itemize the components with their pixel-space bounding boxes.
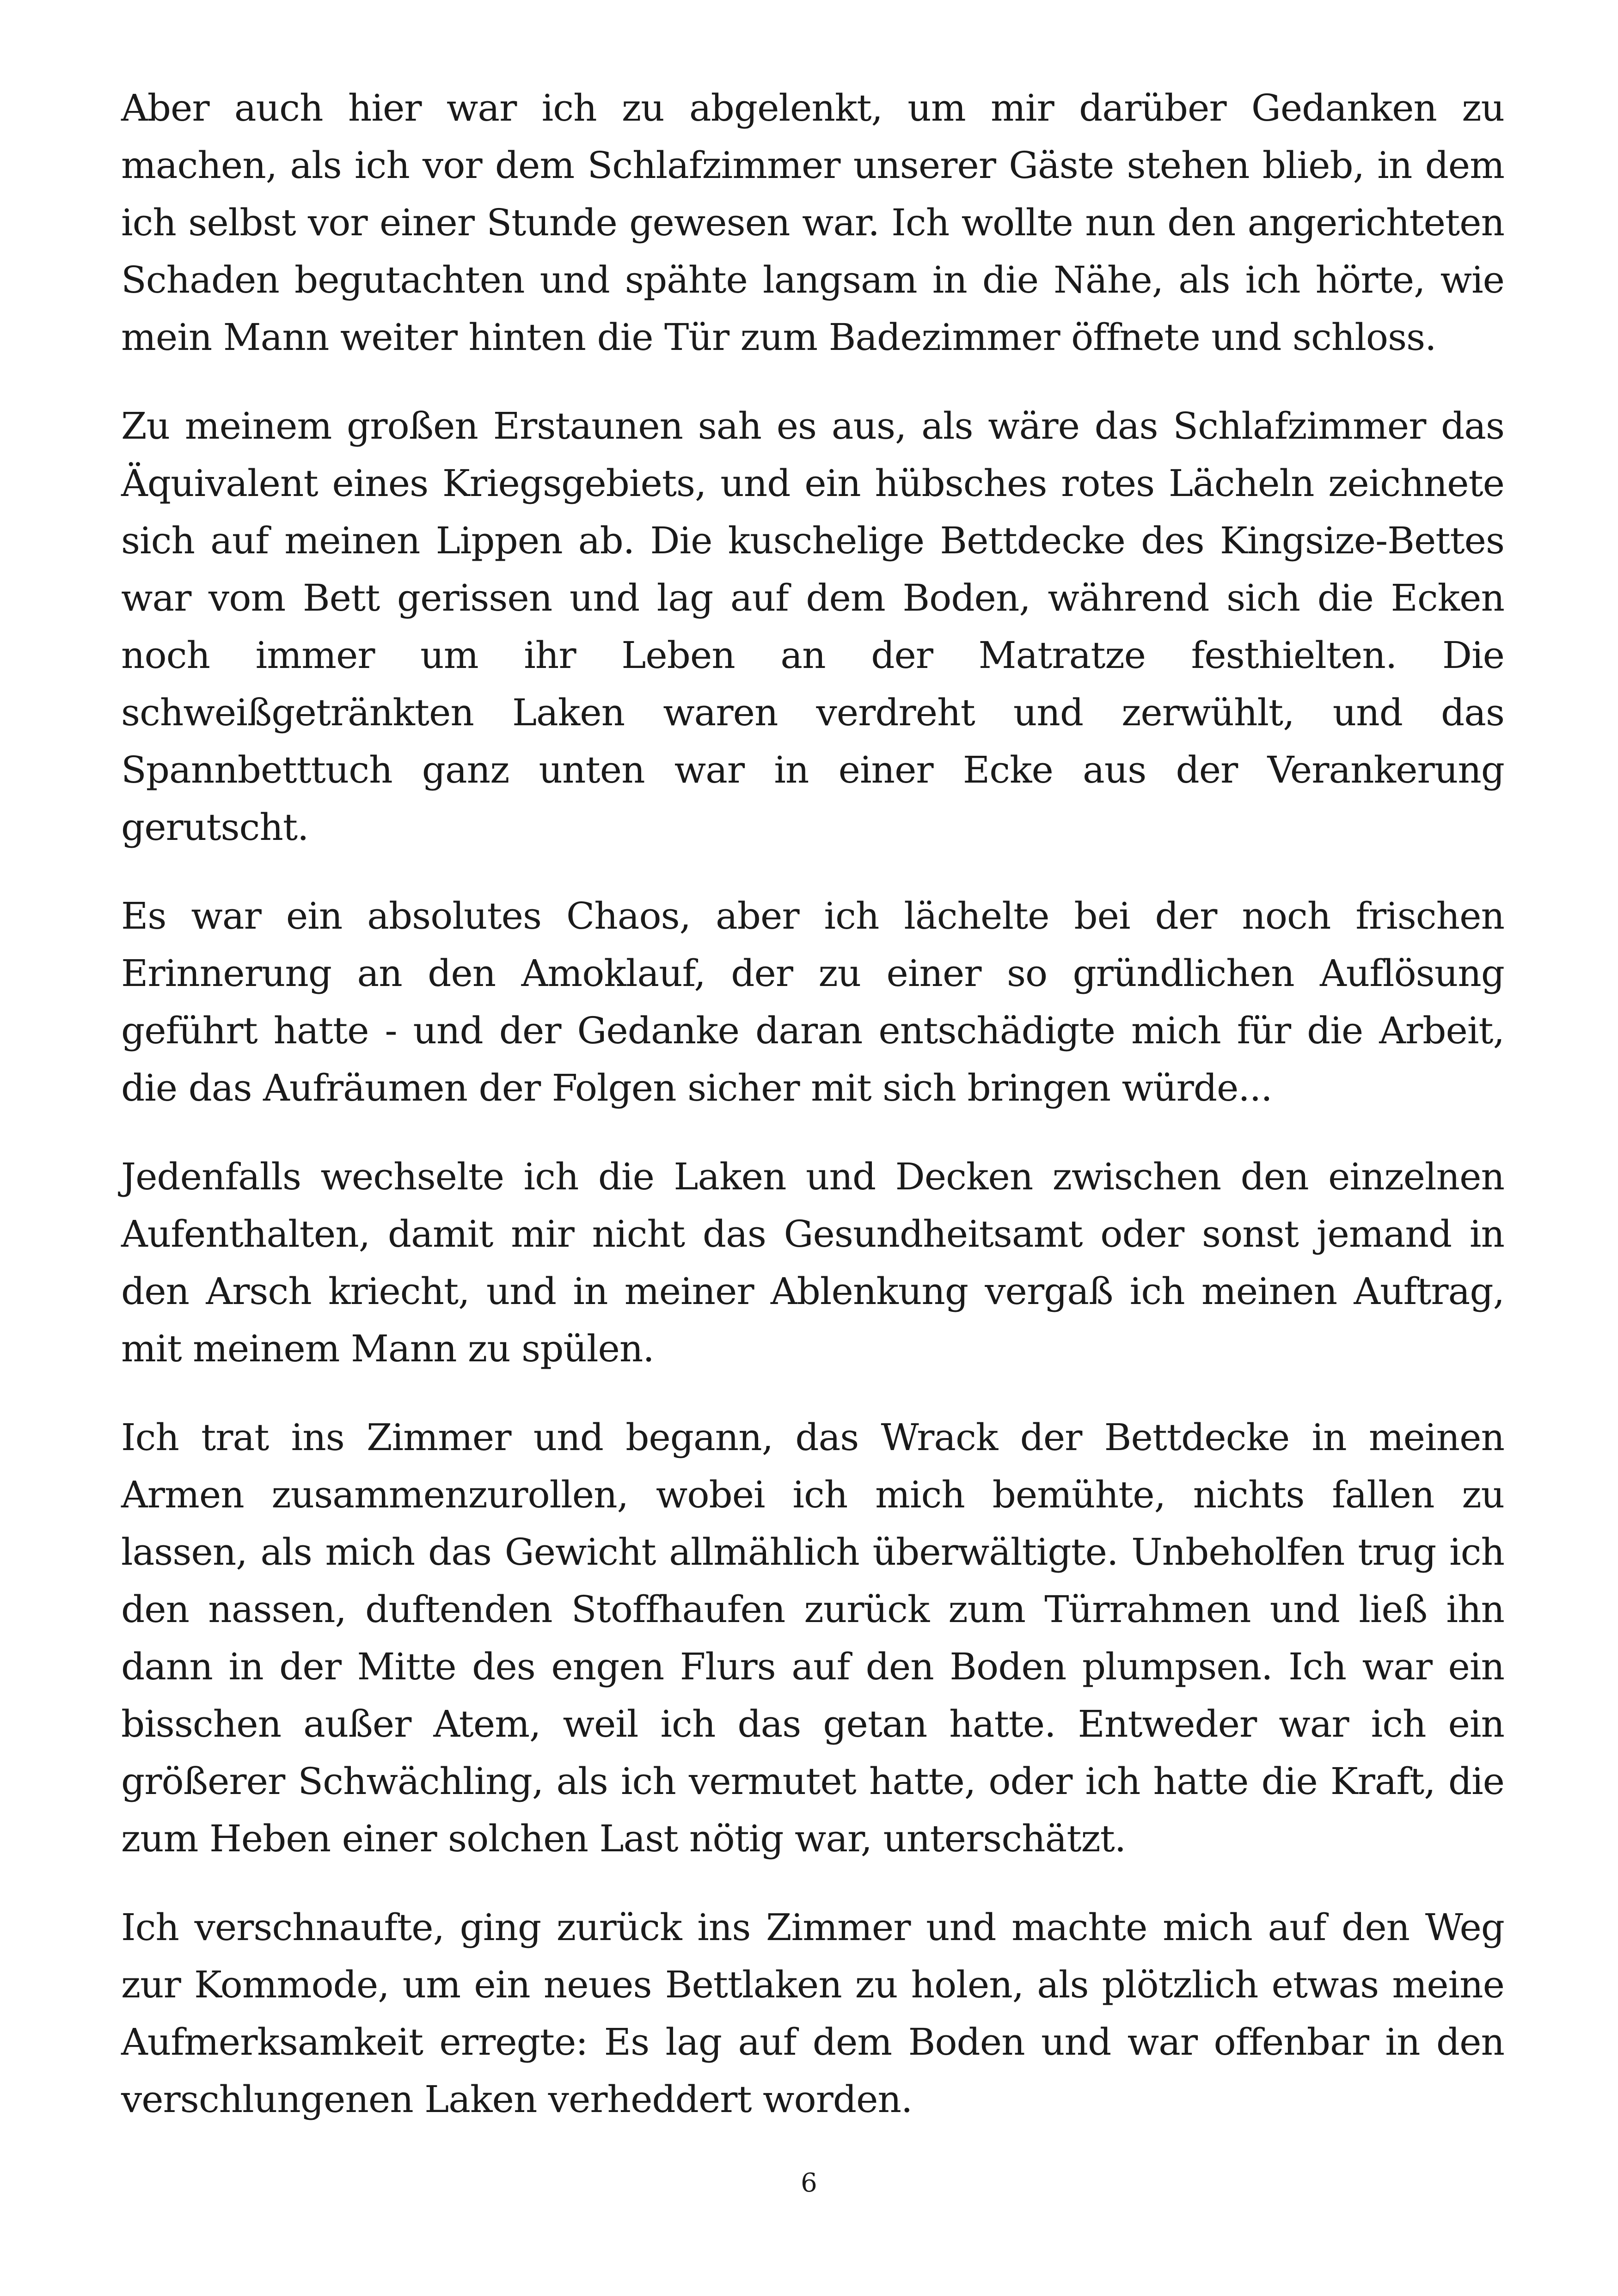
page-number: 6 xyxy=(801,2168,817,2198)
paragraph: Ich verschnaufte, ging zurück ins Zimmer und machte mich auf den Weg zur Kommode, um ein neues Bettlaken zu holen, als plötzlich etwas meine Aufmerksamkeit erregte: Es lag auf dem Boden und war offenbar in den verschlungenen Laken verheddert worden. xyxy=(121,1906,1504,2121)
paragraph: Jedenfalls wechselte ich die Laken und Decken zwischen den einzelnen Aufenthalten, damit mir nicht das Gesundheitsamt oder sonst jemand in den Arsch kriecht, und in meiner Ablenkung vergaß ich meinen Auftrag, mit meinem Mann zu spülen. xyxy=(121,1155,1504,1370)
body-text xyxy=(121,80,1504,2128)
paragraph: Zu meinem großen Erstaunen sah es aus, als wäre das Schlafzimmer das Äquivalent eines Kriegsgebiets, und ein hübsches rotes Lächeln zeichnete sich auf meinen Lippen ab. Die kuschelige Bettdecke des Kingsize-Bettes war vom Bett gerissen und lag auf dem Boden, während sich die Ecken noch immer um ihr Leben an der Matratze festhielten. Die schweißgetränkten Laken waren verdreht und zerwühlt, und das Spannbetttuch ganz unten war in einer Ecke aus der Verankerung gerutscht. xyxy=(121,404,1504,849)
paragraph: Es war ein absolutes Chaos, aber ich lächelte bei der noch frischen Erinnerung an den Amoklauf, der zu einer so gründlichen Auflösung geführt hatte - und der Gedanke daran entschädigte mich für die Arbeit, die das Aufräumen der Folgen sicher mit sich bringen würde... xyxy=(121,894,1504,1109)
paragraph: Aber auch hier war ich zu abgelenkt, um mir darüber Gedanken zu machen, als ich vor dem Schlafzimmer unserer Gäste stehen blieb, in dem ich selbst vor einer Stunde gewesen war. Ich wollte nun den angerichteten Schaden begutachten und spähte langsam in die Nähe, als ich hörte, wie mein Mann weiter hinten die Tür zum Badezimmer öffnete und schloss. xyxy=(121,86,1504,359)
paragraph: Ich trat ins Zimmer und begann, das Wrack der Bettdecke in meinen Armen zusammenzurollen, wobei ich mich bemühte, nichts fallen zu lassen, als mich das Gewicht allmählich überwältigte. Unbeholfen trug ich den nassen, duftenden Stoffhaufen zurück zum Türrahmen und ließ ihn dann in der Mitte des engen Flurs auf den Boden plumpsen. Ich war ein bisschen außer Atem, weil ich das getan hatte. Entweder war ich ein größerer Schwächling, als ich vermutet hatte, oder ich hatte die Kraft, die zum Heben einer solchen Last nötig war, unterschätzt. xyxy=(121,1416,1504,1860)
